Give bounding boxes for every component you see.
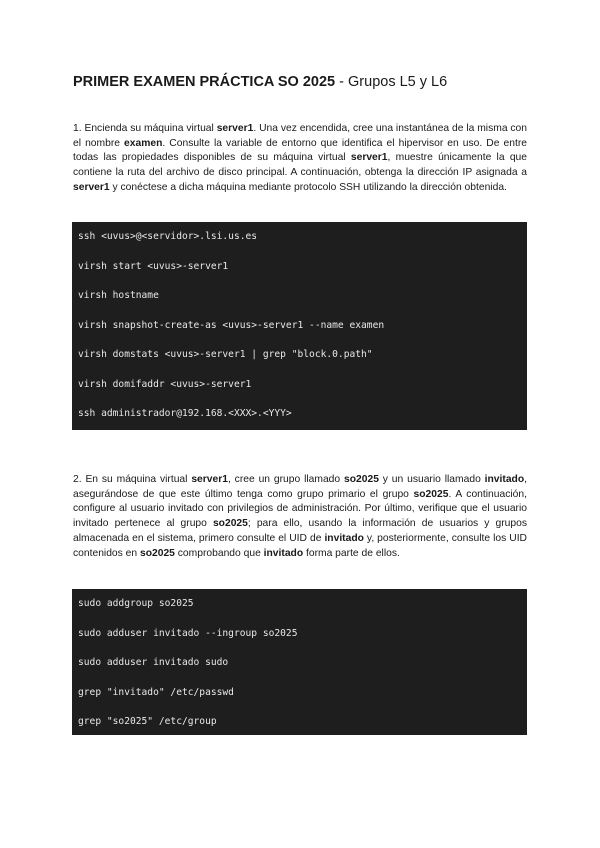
q1-text-2: . Una vez encendida, cree una instantánea de la misma con el nombre [73, 123, 528, 149]
code-line: sudo addgroup so2025 [78, 598, 194, 609]
q2-text-16: forma parte de ellos. [303, 547, 400, 559]
q2-text-13: so2025 [139, 547, 175, 559]
q2-text-7: so2025 [413, 488, 449, 500]
q1-text-4: . Consulte la variable de entorno que identifica el hipervisor en uso. De entre todas las propiedades disponibles de su máquina virtual [73, 137, 527, 164]
code-line: virsh domifaddr <uvus>-server1 [78, 378, 252, 390]
q1-text-7: server1 [73, 181, 110, 193]
code-line: grep "so2025" /etc/group [78, 716, 217, 727]
q2-text-12: y, posteriormente, consulte los UID contenidos en [73, 532, 527, 559]
q2-text-6: , asegurándose de que este último tenga como grupo primario el grupo [73, 474, 528, 500]
q1-text-1: server1 [216, 123, 254, 134]
q1-text-0: 1. Encienda su máquina virtual [73, 123, 217, 134]
q2-text-10: ; para ello, usando la información de usuarios y grupos almacenada en el sistema, primero consulte el UID de [73, 518, 527, 544]
exam-title [73, 73, 533, 91]
q1-text-8: y conéctese a dicha máquina mediante protocolo SSH utilizando la dirección obtenida. [109, 181, 507, 193]
q2-text-11: invitado [324, 532, 364, 544]
code-line: ssh administrador@192.168.<XXX>.<YYY> [78, 408, 292, 419]
q2-text-4: y un usuario llamado [378, 474, 485, 485]
q2-text-8: . A continuación, configure al usuario invitado con privilegios de administración. Por último, verifique que el usuario invitado pertenece al grupo [73, 488, 527, 530]
q1-text-3: examen [124, 137, 163, 149]
code-line: grep "invitado" /etc/passwd [78, 686, 234, 698]
question-2-code-block [72, 589, 527, 735]
q2-text-0: 2. En su máquina virtual [73, 474, 192, 485]
code-line: virsh hostname [78, 290, 159, 301]
q1-text-6: , muestre únicamente la que contiene la ruta del archivo de disco principal. A continuación, obtenga la dirección IP asignada a [73, 152, 528, 179]
code-line: virsh start <uvus>-server1 [78, 260, 229, 272]
q2-text-15: invitado [263, 547, 304, 559]
exam-title-groups: - Grupos L5 y L6 [335, 74, 448, 90]
question-1-text [73, 122, 527, 196]
question-2-text [73, 473, 527, 561]
q1-text-5: server1 [350, 152, 388, 164]
q2-text-14: comprobando que [174, 547, 264, 559]
code-line: sudo adduser invitado sudo [78, 657, 229, 668]
exam-title-main: PRIMER EXAMEN PRÁCTICA SO 2025 [73, 74, 336, 90]
code-line: ssh <uvus>@<servidor>.lsi.us.es [78, 231, 258, 242]
q2-text-9: so2025 [212, 518, 248, 530]
code-line: virsh domstats <uvus>-server1 | grep "block.0.path" [78, 349, 373, 360]
q2-text-5: invitado [484, 474, 525, 485]
question-1-code-block [72, 222, 527, 430]
code-line: sudo adduser invitado --ingroup so2025 [78, 627, 298, 639]
code-line: virsh snapshot-create-as <uvus>-server1 --name examen [78, 319, 385, 331]
q2-text-3: so2025 [344, 474, 379, 485]
q2-text-1: server1 [191, 474, 228, 485]
q2-text-2: , cree un grupo llamado [227, 474, 344, 485]
